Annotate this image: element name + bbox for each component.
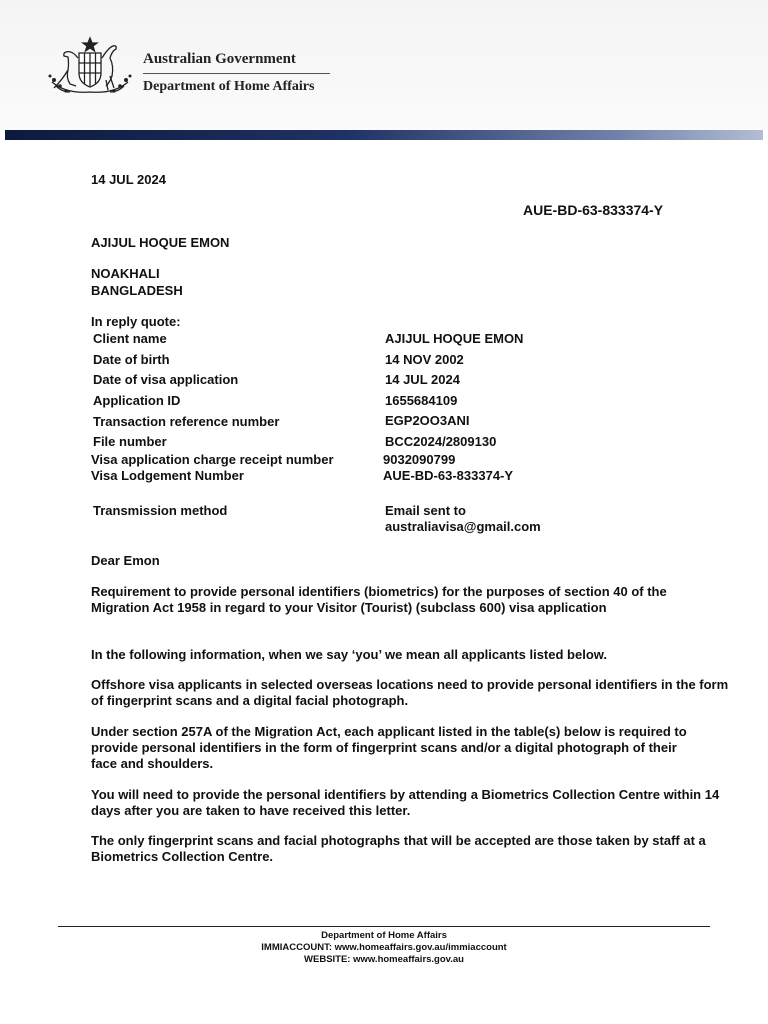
- lodgement-number-label: Visa Lodgement Number: [91, 468, 244, 483]
- letter-subject: Requirement to provide personal identifiers (biometrics) for the purposes of section 40 of the Migration Act 1958 in regard to your Visitor (Tourist) (subclass 600) visa application: [91, 584, 667, 615]
- department-name: Department of Home Affairs: [143, 79, 315, 94]
- dob-label: Date of birth: [93, 352, 170, 367]
- salutation: Dear Emon: [91, 553, 160, 568]
- paragraph-attendance: You will need to provide the personal identifiers by attending a Biometrics Collection Centre within 14 days after you are taken to have received this letter.: [91, 787, 720, 818]
- application-id-label: Application ID: [93, 393, 181, 408]
- footer-divider: [58, 926, 710, 927]
- footer-website: WEBSITE: www.homeaffairs.gov.au: [304, 954, 464, 965]
- footer-immiaccount: IMMIACCOUNT: www.homeaffairs.gov.au/immiaccount: [261, 942, 507, 953]
- letter-date: 14 JUL 2024: [91, 172, 166, 187]
- header-band: [5, 130, 763, 140]
- application-date-value: 14 JUL 2024: [385, 372, 460, 387]
- transmission-label: Transmission method: [93, 503, 228, 518]
- recipient-country: BANGLADESH: [91, 283, 183, 298]
- paragraph-offshore: Offshore visa applicants in selected overseas locations need to provide personal identifiers in the form of fingerprint scans and a digital facial photograph.: [91, 677, 729, 708]
- government-name: Australian Government: [143, 51, 296, 67]
- reply-quote-heading: In reply quote:: [91, 314, 181, 329]
- client-name-value: AJIJUL HOQUE EMON: [385, 331, 524, 346]
- receipt-number-value: 9032090799: [383, 452, 456, 467]
- paragraph-definition: In the following information, when we say ‘you’ we mean all applicants listed below.: [91, 647, 607, 662]
- lodgement-number-value: AUE-BD-63-833374-Y: [383, 468, 514, 483]
- footer-department: Department of Home Affairs: [321, 930, 447, 941]
- reference-number: AUE-BD-63-833374-Y: [523, 202, 664, 218]
- recipient-name: AJIJUL HOQUE EMON: [91, 235, 230, 250]
- receipt-number-label: Visa application charge receipt number: [91, 452, 334, 467]
- dob-value: 14 NOV 2002: [385, 352, 464, 367]
- file-number-value: BCC2024/2809130: [385, 434, 497, 449]
- application-date-label: Date of visa application: [93, 372, 239, 387]
- application-id-value: 1655684109: [385, 393, 458, 408]
- recipient-city: NOAKHALI: [91, 266, 160, 281]
- paragraph-section-257a: Under section 257A of the Migration Act, each applicant listed in the table(s) below is required to provide personal identifiers in the form of fingerprint scans and/or a digital photograph of their face and shoulders.: [91, 724, 687, 771]
- client-name-label: Client name: [93, 331, 167, 346]
- coat-of-arms-icon: [46, 36, 134, 100]
- file-number-label: File number: [93, 434, 167, 449]
- paragraph-accepted-scans: The only fingerprint scans and facial photographs that will be accepted are those taken by staff at a Biometrics Collection Centre.: [91, 833, 706, 864]
- transmission-email: australiavisa@gmail.com: [385, 519, 541, 534]
- transaction-label: Transaction reference number: [93, 414, 280, 429]
- letterhead-divider: [143, 73, 330, 74]
- transmission-value: Email sent to: [385, 503, 466, 518]
- transaction-value: EGP2OO3ANI: [385, 413, 470, 428]
